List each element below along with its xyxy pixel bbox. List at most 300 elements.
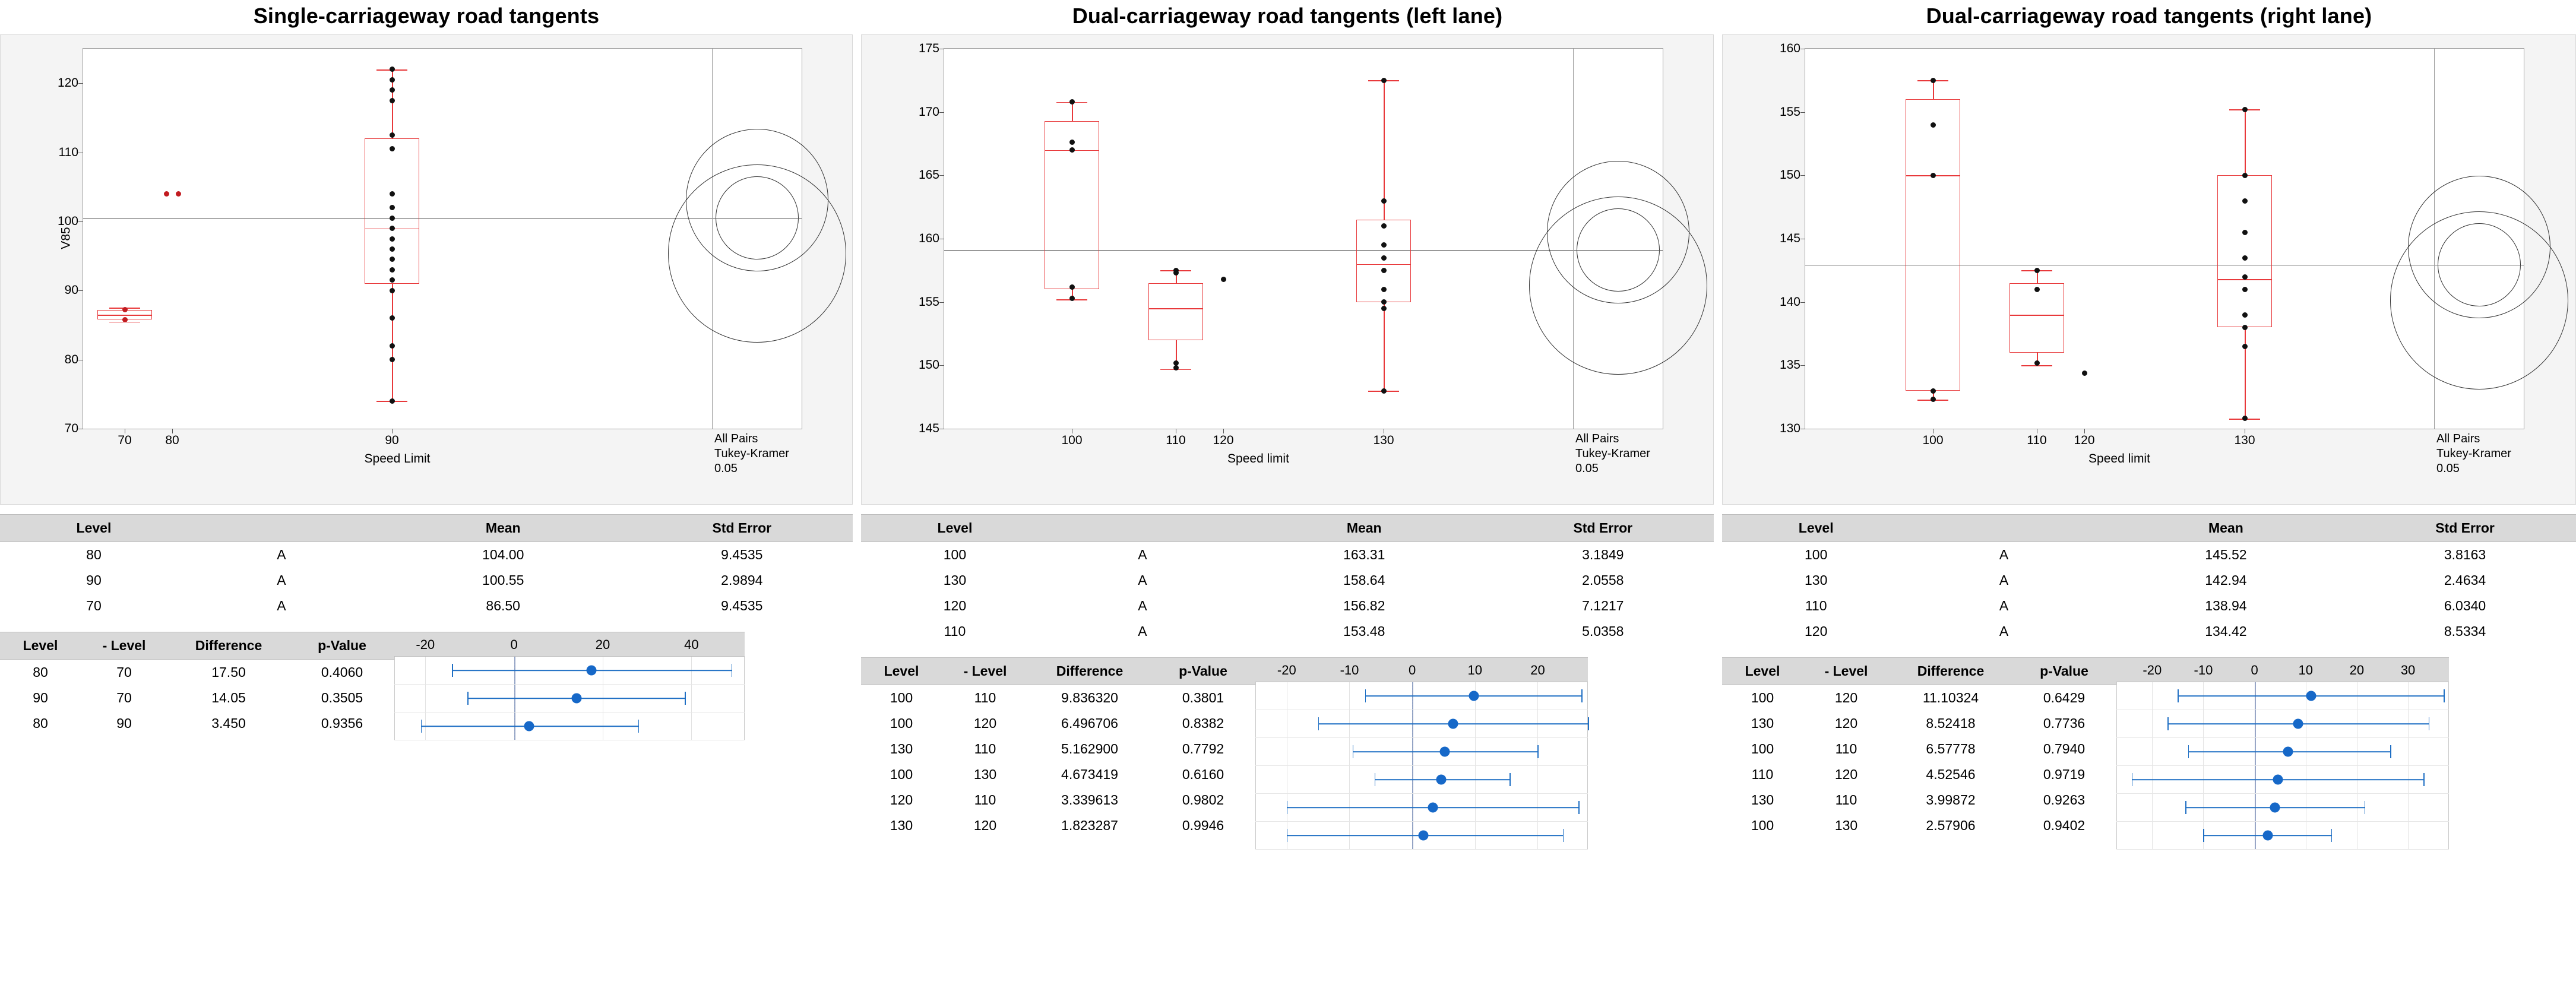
ci-cap-lower	[2178, 689, 2179, 702]
cell: 9.836320	[1061, 690, 1118, 705]
cell: 130	[1751, 792, 1774, 808]
box	[2009, 283, 2064, 353]
cell: 3.450	[211, 715, 246, 731]
ci-cap-lower	[1318, 717, 1319, 730]
cell: 110	[1835, 792, 1857, 808]
ci-cap-upper	[2444, 689, 2445, 702]
y-tick-label: 160	[1779, 42, 1800, 55]
comparison-caption: All Pairs Tukey-Kramer 0.05	[1575, 432, 1650, 475]
whisker-lower	[2245, 327, 2246, 419]
difference-table-wrap	[861, 657, 1714, 850]
ci-tick-label: 20	[595, 637, 610, 652]
table-row	[0, 568, 853, 593]
ci-cap-upper	[638, 720, 640, 733]
cell: 3.339613	[1061, 792, 1118, 808]
cell: 17.50	[211, 664, 246, 680]
cell: A	[1138, 598, 1147, 613]
data-point	[1931, 397, 1936, 402]
panel-single-carriageway	[0, 0, 853, 740]
cell: 86.50	[486, 598, 520, 613]
y-tick-mark	[1800, 175, 1805, 176]
ci-tick-label: -10	[1340, 663, 1359, 677]
ci-estimate-dot	[2273, 775, 2283, 785]
data-point	[390, 267, 395, 273]
ci-estimate-dot	[1448, 719, 1458, 729]
cell: 110	[944, 623, 966, 639]
ci-tick-label: -10	[2194, 663, 2213, 677]
difference-table	[1722, 657, 2116, 838]
ci-estimate-dot	[2306, 691, 2316, 701]
ci-gridline	[425, 685, 426, 712]
table-row	[861, 685, 1255, 711]
comparison-circle-3	[1529, 197, 1707, 375]
ci-row	[394, 685, 745, 712]
ci-axis	[2116, 658, 2449, 682]
data-point	[1931, 78, 1936, 83]
means-table	[861, 514, 1714, 644]
table-row	[1722, 711, 2116, 736]
comparison-circles-box	[712, 48, 802, 429]
data-point	[164, 191, 169, 197]
data-point	[2034, 360, 2040, 366]
cell: 90	[33, 690, 48, 705]
ci-gridline	[1537, 766, 1538, 793]
col-std-error: Std Error	[631, 515, 853, 542]
data-point	[2242, 416, 2248, 421]
ci-cap-upper	[2390, 745, 2391, 758]
ci-axis	[1255, 658, 1588, 682]
data-point	[1173, 270, 1179, 276]
ci-cap-lower	[1353, 745, 1354, 758]
cell: A	[1999, 623, 2009, 639]
x-tick-label: 100	[1922, 433, 1944, 447]
col-std-error: Std Error	[2354, 515, 2576, 542]
data-point	[390, 256, 395, 262]
cell: 2.57906	[1926, 818, 1976, 833]
col-minus-level: - Level	[81, 632, 167, 660]
data-point	[390, 98, 395, 103]
cell: A	[1999, 598, 2009, 613]
ci-gridline	[2408, 738, 2409, 765]
y-tick-label: 165	[918, 168, 939, 182]
ci-gridline	[2152, 682, 2153, 710]
cell: 6.496706	[1061, 715, 1118, 731]
table-row	[1722, 685, 2116, 711]
chart-title: Dual-carriageway road tangents (left lane)	[1072, 4, 1503, 28]
y-tick-label: 155	[918, 294, 939, 309]
data-point	[1381, 306, 1387, 311]
table-row	[1722, 568, 2576, 593]
table-row	[1722, 736, 2116, 762]
ci-gridline	[1349, 682, 1350, 710]
ci-row	[2116, 710, 2449, 738]
cell: 130	[1834, 818, 1858, 833]
cell: 0.7736	[2043, 715, 2086, 731]
axis-box	[918, 42, 1662, 475]
plot-area	[1779, 42, 2435, 447]
ci-tick-label: 10	[1467, 663, 1483, 677]
ci-tick-label: 10	[2298, 663, 2314, 677]
data-point	[1069, 296, 1075, 301]
table-row	[1722, 593, 2576, 619]
data-point	[1931, 122, 1936, 128]
ci-tick-label: 20	[1530, 663, 1545, 677]
y-tick-label: 110	[58, 145, 78, 159]
median-line	[2009, 315, 2064, 316]
data-point	[390, 246, 395, 252]
y-tick-label: 70	[64, 422, 78, 435]
col-mean: Mean	[1236, 515, 1492, 542]
data-point	[390, 315, 395, 321]
data-point	[122, 317, 128, 322]
cell: 6.57778	[1926, 741, 1976, 756]
data-point	[2242, 255, 2248, 261]
data-point	[1069, 147, 1075, 153]
cell: A	[1999, 572, 2009, 588]
cell: 2.9894	[721, 572, 763, 588]
cell: 3.99872	[1926, 792, 1976, 808]
col-p-value: p-Value	[290, 632, 394, 660]
cell: 100	[890, 767, 913, 782]
ci-tick-label: -20	[1277, 663, 1296, 677]
cell: 8.5334	[2444, 623, 2486, 639]
x-tick-mark	[172, 429, 173, 433]
y-tick-label: 145	[918, 422, 939, 435]
cell: 6.0340	[2444, 598, 2486, 613]
means-table	[0, 514, 853, 619]
cell: 120	[1834, 690, 1858, 705]
ci-cap-lower	[2203, 829, 2204, 842]
ci-cap-upper	[732, 664, 733, 677]
axis-box	[57, 48, 801, 475]
cell: 11.10324	[1922, 690, 1979, 705]
cell: 110	[1751, 767, 1774, 782]
cell: 100	[943, 547, 967, 562]
col-group	[188, 515, 375, 542]
cell: 0.7940	[2043, 741, 2086, 756]
ci-estimate-dot	[571, 694, 581, 704]
y-tick-mark	[78, 221, 83, 222]
x-tick-label: 120	[2074, 433, 2095, 447]
ci-cap-lower	[1287, 829, 1288, 842]
cell: 0.8382	[1182, 715, 1224, 731]
table-row	[0, 660, 394, 686]
box	[1045, 121, 1099, 290]
cell: 14.05	[211, 690, 246, 705]
y-tick-label: 120	[57, 76, 78, 90]
table-row	[861, 542, 1714, 568]
ci-cap-upper	[685, 692, 686, 705]
data-point	[1381, 388, 1387, 394]
difference-table	[861, 657, 1255, 838]
cell: 130	[890, 818, 913, 833]
table-row	[861, 593, 1714, 619]
cell: 2.0558	[1582, 572, 1624, 588]
cell: 8.52418	[1926, 715, 1976, 731]
chart-title: Single-carriageway road tangents	[253, 4, 600, 28]
cell: A	[1138, 623, 1147, 639]
confidence-interval-plot	[394, 632, 745, 740]
data-point	[1173, 365, 1179, 370]
cell: 0.9356	[321, 715, 363, 731]
data-point	[1381, 299, 1387, 305]
cell: 90	[116, 715, 132, 731]
cell: 100	[1751, 741, 1774, 756]
ci-gridline	[2152, 794, 2153, 821]
ci-cap-upper	[1578, 801, 1580, 814]
y-tick-label: 160	[918, 232, 939, 245]
y-tick-label: 175	[918, 42, 939, 55]
y-tick-label: 170	[918, 104, 939, 119]
ci-gridline	[2152, 822, 2153, 849]
table-row	[1722, 762, 2116, 787]
cell: 0.9946	[1182, 818, 1224, 833]
y-tick-label: 150	[1779, 168, 1800, 182]
col-level: Level	[0, 632, 81, 660]
table-row	[1722, 787, 2116, 813]
comparison-caption: All Pairs Tukey-Kramer 0.05	[714, 432, 789, 475]
data-point	[1381, 198, 1387, 204]
ci-cap-upper	[1537, 745, 1539, 758]
data-point	[1931, 173, 1936, 178]
grand-mean-line	[1574, 250, 1663, 251]
col-minus-level: - Level	[942, 658, 1028, 685]
cell: 0.6160	[1182, 767, 1224, 782]
ci-cap-upper	[2365, 801, 2366, 814]
whisker-lower	[392, 284, 393, 401]
plot-area	[918, 42, 1574, 447]
col-minus-level: - Level	[1803, 658, 1890, 685]
ci-estimate-dot	[524, 721, 534, 732]
table-row	[1722, 813, 2116, 838]
data-point	[2242, 274, 2248, 280]
comparison-circles-box	[2434, 48, 2524, 429]
ci-estimate-dot	[587, 666, 597, 676]
cell: 100	[890, 690, 913, 705]
cell: 130	[1804, 572, 1828, 588]
data-point	[390, 205, 395, 210]
data-point	[390, 87, 395, 93]
ci-cap-lower	[1287, 801, 1288, 814]
cell: 0.3801	[1182, 690, 1224, 705]
cell: 5.162900	[1061, 741, 1118, 756]
x-tick-label: 70	[118, 433, 132, 447]
data-point	[1069, 140, 1075, 145]
ci-cap-upper	[2429, 717, 2430, 730]
ci-cap-upper	[2423, 773, 2425, 786]
ci-cap-upper	[1588, 717, 1589, 730]
cell: 0.4060	[321, 664, 363, 680]
ci-row	[1255, 822, 1588, 850]
y-tick-mark	[939, 112, 944, 113]
table-row	[0, 685, 394, 711]
ci-estimate-dot	[2262, 831, 2273, 841]
ci-estimate-dot	[1428, 803, 1438, 813]
cell: 130	[973, 767, 997, 782]
cell: 9.4535	[721, 547, 763, 562]
ci-row	[1255, 738, 1588, 766]
data-point	[2082, 370, 2087, 376]
ci-gridline	[2408, 822, 2409, 849]
data-point	[1381, 223, 1387, 229]
col-p-value: p-Value	[1151, 658, 1255, 685]
cell: 110	[1805, 598, 1827, 613]
ci-cap-lower	[467, 692, 469, 705]
cell: 142.94	[2205, 572, 2247, 588]
ci-row	[2116, 682, 2449, 710]
y-tick-label: 80	[64, 352, 78, 366]
y-tick-mark	[939, 302, 944, 303]
y-tick-mark	[78, 83, 83, 84]
ci-axis	[394, 632, 745, 657]
ci-gridline	[1349, 738, 1350, 765]
ci-row	[2116, 766, 2449, 794]
cell: 100.55	[482, 572, 524, 588]
col-level: Level	[0, 515, 188, 542]
chart-area	[1722, 34, 2576, 505]
cell: 158.64	[1343, 572, 1385, 588]
ci-cap-lower	[2132, 773, 2133, 786]
ci-cap-upper	[2331, 829, 2333, 842]
data-point	[390, 226, 395, 231]
cell: 100	[890, 715, 913, 731]
cell: 130	[1751, 715, 1774, 731]
cell: 145.52	[2205, 547, 2247, 562]
cell: 0.9719	[2043, 767, 2086, 782]
whisker-cap-lower	[2021, 365, 2052, 366]
cell: 3.8163	[2444, 547, 2486, 562]
data-point	[1381, 255, 1387, 261]
col-level: Level	[861, 515, 1049, 542]
data-point	[390, 236, 395, 242]
cell: 80	[86, 547, 102, 562]
cell: 3.1849	[1582, 547, 1624, 562]
x-tick-label: 130	[2234, 433, 2255, 447]
ci-tick-label: -20	[2143, 663, 2162, 677]
data-point	[390, 77, 395, 83]
x-tick-label: 120	[1213, 433, 1234, 447]
cell: 0.6429	[2043, 690, 2086, 705]
ci-estimate-dot	[1439, 747, 1450, 757]
cell: 80	[33, 715, 48, 731]
x-tick-label: 110	[2027, 433, 2047, 447]
y-tick-mark	[939, 365, 944, 366]
cell: A	[277, 547, 286, 562]
y-tick-mark	[1800, 112, 1805, 113]
ci-cap-lower	[2167, 717, 2169, 730]
difference-table-wrap	[0, 632, 853, 740]
cell: A	[1999, 547, 2009, 562]
y-tick-label: 90	[64, 283, 78, 297]
data-point	[390, 288, 395, 293]
cell: 120	[1804, 623, 1828, 639]
box	[1148, 283, 1203, 340]
data-point	[390, 146, 395, 151]
chart-area	[0, 34, 853, 505]
ci-gridline	[2152, 710, 2153, 737]
median-line	[1356, 264, 1411, 265]
table-row	[861, 568, 1714, 593]
ci-estimate-dot	[1419, 831, 1429, 841]
box	[1906, 99, 1960, 391]
data-point	[390, 277, 395, 283]
table-row	[0, 711, 394, 736]
data-point	[1381, 242, 1387, 248]
data-point	[2242, 198, 2248, 204]
ci-gridline	[425, 657, 426, 684]
data-point	[2242, 344, 2248, 349]
y-tick-label: 130	[1779, 422, 1800, 435]
ci-cap-lower	[1365, 689, 1366, 702]
chart-title: Dual-carriageway road tangents (right lane)	[1926, 4, 2372, 28]
data-point	[390, 191, 395, 197]
cell: 130	[943, 572, 967, 588]
table-row	[0, 542, 853, 568]
cell: 130	[890, 741, 913, 756]
data-point	[390, 398, 395, 404]
cell: 110	[974, 741, 996, 756]
ci-gridline	[2408, 794, 2409, 821]
col-level: Level	[1722, 515, 1910, 542]
comparison-circle-3	[2390, 211, 2568, 390]
panel-dual-right-lane	[1722, 0, 2576, 850]
ci-cap-upper	[1581, 689, 1583, 702]
ci-gridline	[691, 685, 692, 712]
data-point	[390, 357, 395, 362]
table-row	[861, 619, 1714, 644]
ci-row	[1255, 766, 1588, 794]
col-group	[1910, 515, 2097, 542]
axis-box	[1779, 42, 2523, 475]
cell: 138.94	[2205, 598, 2247, 613]
cell: 70	[86, 598, 102, 613]
data-point	[2242, 287, 2248, 292]
ci-estimate-dot	[1436, 775, 1447, 785]
cell: 0.3505	[321, 690, 363, 705]
cell: 7.1217	[1582, 598, 1624, 613]
cell: 70	[116, 664, 132, 680]
data-point	[390, 66, 395, 72]
panel-dual-left-lane	[861, 0, 1714, 850]
ci-row	[2116, 738, 2449, 766]
whisker-upper	[2245, 109, 2246, 175]
y-tick-mark	[1800, 302, 1805, 303]
col-mean: Mean	[375, 515, 631, 542]
cell: 0.9263	[2043, 792, 2086, 808]
col-level: Level	[1722, 658, 1803, 685]
x-tick-mark	[2084, 429, 2085, 433]
col-difference: Difference	[167, 632, 290, 660]
median-line	[1148, 308, 1203, 309]
confidence-interval-plot	[1255, 657, 1588, 850]
ci-estimate-dot	[2293, 719, 2303, 729]
ci-row	[1255, 710, 1588, 738]
cell: A	[277, 598, 286, 613]
table-row	[861, 762, 1255, 787]
comparison-caption: All Pairs Tukey-Kramer 0.05	[2436, 432, 2511, 475]
cell: 1.823287	[1061, 818, 1118, 833]
ci-row	[1255, 682, 1588, 710]
cell: 0.9402	[2043, 818, 2086, 833]
ci-cap-lower	[2185, 801, 2186, 814]
table-row	[1722, 542, 2576, 568]
cell: 134.42	[2205, 623, 2247, 639]
col-difference: Difference	[1028, 658, 1151, 685]
cell: A	[277, 572, 286, 588]
ci-tick-label: -20	[416, 637, 435, 652]
data-point	[2242, 325, 2248, 330]
cell: 90	[86, 572, 102, 588]
